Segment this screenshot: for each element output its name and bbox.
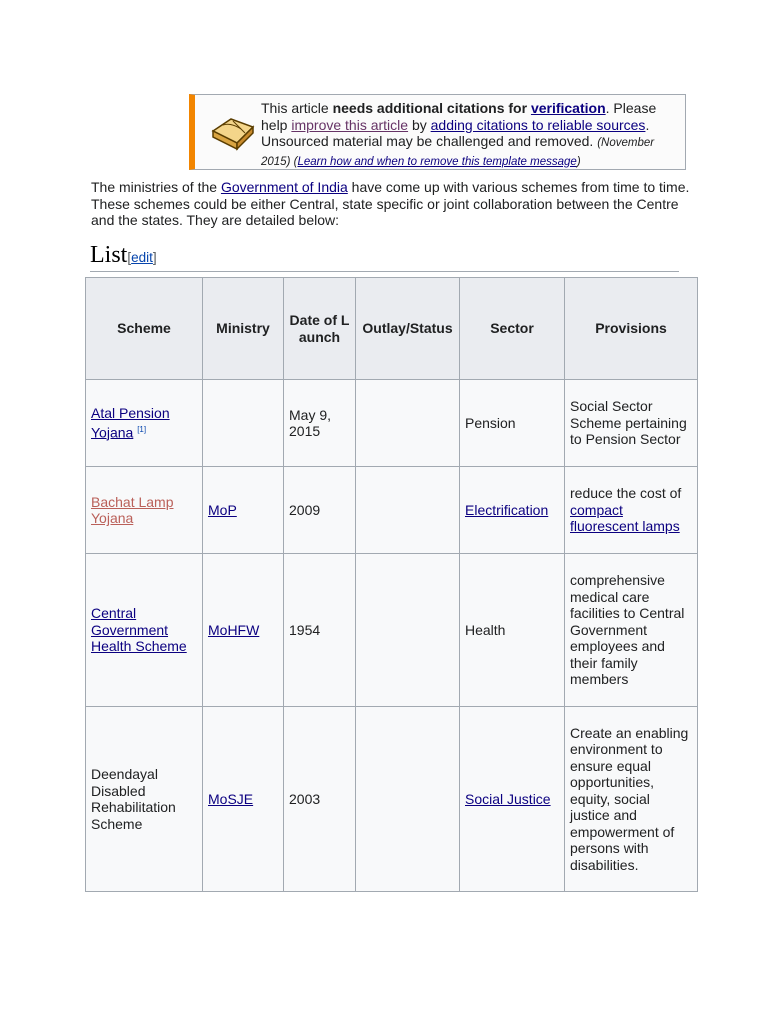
edit-section-link[interactable]: edit	[131, 250, 153, 265]
table-row	[86, 554, 698, 707]
cell-date: 2009	[284, 467, 356, 554]
cell-scheme	[86, 554, 203, 707]
table-header-row	[86, 278, 698, 380]
header-ministry: Ministry	[203, 278, 284, 380]
citation-notice-box	[189, 94, 686, 170]
table-row	[86, 707, 698, 892]
verification-link[interactable]: verification	[530, 100, 606, 116]
cell-date: 1954	[284, 554, 356, 707]
government-of-india-link[interactable]: Government of India	[220, 179, 348, 195]
cell-sector: Health	[460, 554, 565, 707]
ministry-link[interactable]: MoP	[208, 501, 237, 518]
header-sector: Sector	[460, 278, 565, 380]
table-row	[86, 380, 698, 467]
improve-article-link[interactable]: improve this article	[291, 116, 409, 133]
section-title: List	[90, 242, 128, 268]
learn-remove-template-link[interactable]: Learn how and when to remove this template message	[297, 155, 577, 168]
cell-ministry	[203, 707, 284, 892]
citation-link[interactable]: [1]	[137, 424, 147, 434]
cell-scheme: Deendayal Disabled Rehabilitation Scheme	[86, 707, 203, 892]
ministry-link[interactable]: MoHFW	[208, 621, 260, 638]
cell-outlay	[356, 707, 460, 892]
sector-link[interactable]: Social Justice	[465, 790, 551, 807]
cell-date: May 9, 2015	[284, 380, 356, 467]
sector-link[interactable]: Electrification	[465, 501, 549, 518]
cell-outlay	[356, 380, 460, 467]
cell-provisions: Create an enabling environment to ensure equal opportunities, equity, social justice and empowerment of persons with disabilities.	[565, 707, 698, 892]
table-row	[86, 467, 698, 554]
provisions-link[interactable]: compact fluorescent lamps	[570, 501, 680, 535]
edit-section: [edit]	[127, 250, 157, 265]
intro-paragraph: The ministries of the Government of India have come up with various schemes from time to time. These schemes could be either Central, state specific or joint collaboration between the Centre and the states. They are detailed below:	[91, 179, 690, 228]
cell-sector	[460, 467, 565, 554]
ministry-link[interactable]: MoSJE	[208, 790, 254, 807]
notice-text: This article needs additional citations for verification. Please help improve this article by adding citations to reliable sources. Unsourced material may be challenged and removed. (November 2015) (Learn how and when to remove this template message)	[261, 100, 657, 168]
cell-provisions: reduce the cost of compact fluorescent lamps	[565, 467, 698, 554]
header-scheme: Scheme	[86, 278, 203, 380]
cell-ministry	[203, 467, 284, 554]
scheme-link[interactable]: Atal Pension Yojana	[91, 405, 170, 441]
cell-provisions: comprehensive medical care facilities to Central Government employees and their family members	[565, 554, 698, 707]
cell-provisions: Social Sector Scheme pertaining to Pension Sector	[565, 380, 698, 467]
adding-citations-link[interactable]: adding citations to reliable sources	[430, 116, 646, 133]
scheme-link[interactable]: Bachat Lamp Yojana	[91, 493, 174, 526]
book-icon	[209, 109, 257, 153]
cell-ministry	[203, 380, 284, 467]
cell-sector: Pension	[460, 380, 565, 467]
header-provisions: Provisions	[565, 278, 698, 380]
cell-sector	[460, 707, 565, 892]
section-heading	[90, 242, 679, 272]
cell-outlay	[356, 467, 460, 554]
cell-date: 2003	[284, 707, 356, 892]
header-outlay: Outlay/Status	[356, 278, 460, 380]
cell-scheme	[86, 467, 203, 554]
schemes-table	[85, 277, 698, 892]
scheme-link[interactable]: Central Government Health Scheme	[91, 605, 187, 655]
cell-ministry	[203, 554, 284, 707]
header-date: Date of Launch	[284, 278, 356, 380]
cell-outlay	[356, 554, 460, 707]
cell-scheme	[86, 380, 203, 467]
